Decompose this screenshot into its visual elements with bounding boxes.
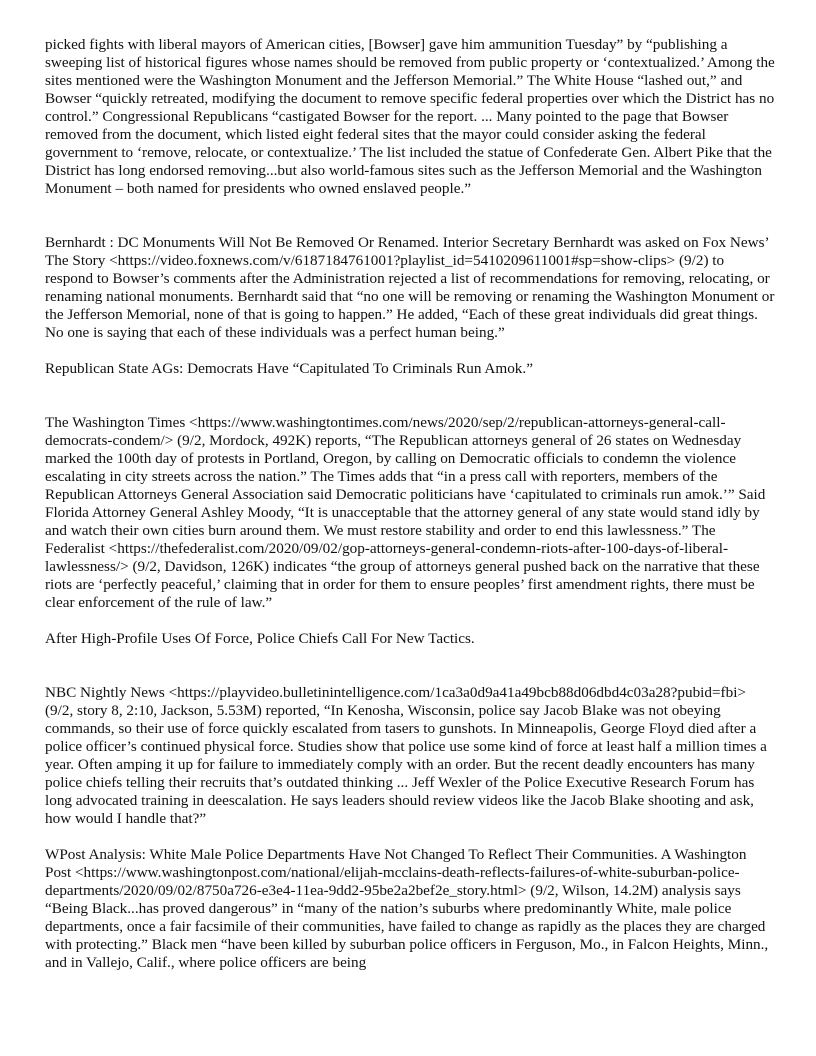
paragraph-nbc-nightly-news: NBC Nightly News <https://playvideo.bulletinintelligence.com/1ca3a0d9a41a49bcb88d06dbd4c03a28?pubid=fbi> (9/2, story 8, 2:10, Jackson, 5.53M) reported, “In Kenosha, Wisconsin, police say Jacob Blake was not obeying commands, so their use of force quickly escalated from tasers to gunshots. In Minneapolis, George Floyd died after a police officer’s continued physical force. Studies show that police use some kind of force at least half a million times a year. Often amping it up for failure to immediately comply with an order. But the recent deadly encounters has many police chiefs telling their recruits that’s outdated thinking ... Jeff Wexler of the Police Executive Research Forum has long advocated training in deescalation. He says leaders should review videos like the Jacob Blake shooting and ask, how would I handle that?” — [45, 684, 767, 827]
headline-republican-ags: Republican State AGs: Democrats Have “Capitulated To Criminals Run Amok.” — [45, 360, 533, 377]
document-page — [45, 36, 775, 972]
paragraph-washington-times: The Washington Times <https://www.washingtontimes.com/news/2020/sep/2/republican-attorneys-general-call-democrats-condem/> (9/2, Mordock, 492K) reports, “The Republican attorneys general of 26 states on Wednesday marked the 100th day of protests in Portland, Oregon, by calling on Democratic officials to condemn the violence escalating in city streets across the nation.” The Times adds that “in a press call with reporters, members of the Republican Attorneys General Association said Democratic politicians have ‘capitulated to criminals run amok.’” Said Florida Attorney General Ashley Moody, “It is unacceptable that the attorney general of any state would stand idly by and watch their own cities burn around them. We must restore stability and order to end this lawlessness.” The Federalist <https://thefederalist.com/2020/09/02/gop-attorneys-general-condemn-riots-after-100-days-of-liberal-lawlessness/> (9/2, Davidson, 126K) indicates “the group of attorneys general pushed back on the narrative that these riots are ‘perfectly peaceful,’ claiming that in order for them to ensure peoples’ first amendment rights, there must be clear enforcement of the rule of law.” — [45, 414, 766, 611]
headline-police-chiefs: After High-Profile Uses Of Force, Police Chiefs Call For New Tactics. — [45, 630, 475, 647]
paragraph-bowser-list: picked fights with liberal mayors of American cities, [Bowser] gave him ammunition Tuesday” by “publishing a sweeping list of historical figures whose names should be removed from public property or ‘contextualized.’ Among the sites mentioned were the Washington Monument and the Jefferson Memorial.” The White House “lashed out,” and Bowser “quickly retreated, modifying the document to remove specific federal properties over which the District has no control.” Congressional Republicans “castigated Bowser for the report. ... Many pointed to the page that Bowser removed from the document, which listed eight federal sites that the mayor could consider asking the federal government to ‘remove, relocate, or contextualize.’ The list included the statue of Confederate Gen. Albert Pike that the District has long endorsed removing...but also world-famous sites such as the Jefferson Memorial and the Washington Monument – both named for presidents who owned enslaved people.” — [45, 36, 775, 197]
paragraph-bernhardt: Bernhardt : DC Monuments Will Not Be Removed Or Renamed. Interior Secretary Bernhardt was asked on Fox News’ The Story <https://video.foxnews.com/v/6187184761001?playlist_id=5410209611001#sp=show-clips> (9/2) to respond to Bowser’s comments after the Administration rejected a list of recommendations for removing, relocating, or renaming national monuments. Bernhardt said that “no one will be removing or renaming the Washington Monument or the Jefferson Memorial, none of that is going to happen.” He added, “Each of these great individuals did great things. No one is saying that each of these individuals was a perfect human being.” — [45, 234, 775, 341]
paragraph-wpost-analysis: WPost Analysis: White Male Police Departments Have Not Changed To Reflect Their Communities. A Washington Post <https://www.washingtonpost.com/national/elijah-mcclains-death-reflects-failures-of-white-suburban-police-departments/2020/09/02/8750a726-e3e4-11ea-9dd2-95be2a2bef2e_story.html> (9/2, Wilson, 14.2M) analysis says “Being Black...has proved dangerous” in “many of the nation’s suburbs where predominantly White, male police departments, once a fair facsimile of their communities, have failed to change as rapidly as the places they are charged with protecting.” Black men “have been killed by suburban police officers in Ferguson, Mo., in Falcon Heights, Minn., and in Vallejo, Calif., where police officers are being — [45, 846, 769, 971]
